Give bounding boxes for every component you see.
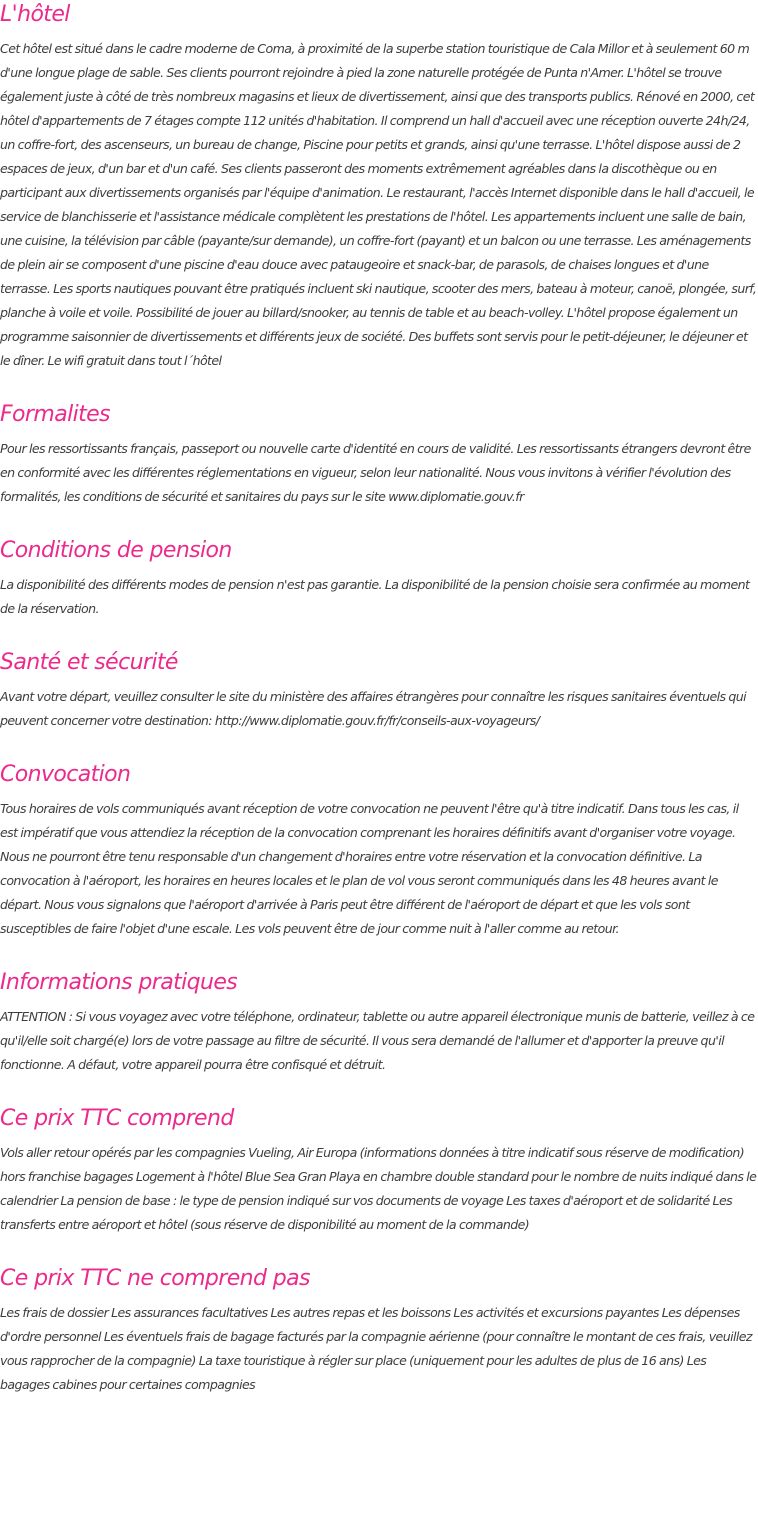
section-conditions-pension	[0, 536, 758, 621]
section-title-conditions-pension: Conditions de pension	[0, 538, 232, 563]
section-formalites	[0, 400, 758, 509]
section-body-prix-comprend: Vols aller retour opérés par les compagnies Vueling, Air Europa (informations données à titre indicatif sous réserve de modification) hors franchise bagages Logement à l'hôtel Blue Sea Gran Playa en chambre double standard pour le nombre de nuits indiqué dans le calendrier La pension de base : le type de pension indiqué sur vos documents de voyage Les taxes d'aéroport et de solidarité Les transferts entre aéroport et hôtel (sous réserve de disponibilité au moment de la commande)	[0, 1145, 757, 1232]
section-informations-pratiques	[0, 968, 758, 1077]
section-body-convocation: Tous horaires de vols communiqués avant réception de votre convocation ne peuvent l'être qu'à titre indicatif. Dans tous les cas, il est impératif que vous attendiez la réception de la convocation comprenant les horaires définitifs avant d'organiser votre voyage. Nous ne pourront être tenu responsable d'un changement d'horaires entre votre réservation et la convocation définitive. La convocation à l'aéroport, les horaires en heures locales et le plan de vol vous seront communiqués dans les 48 heures avant le départ. Nous vous signalons que l'aéroport d'arrivée à Paris peut être différent de l'aéroport de départ et que les vols sont susceptibles de faire l'objet d'une escale. Les vols peuvent être de jour comme nuit à l'aller comme au retour.	[0, 801, 739, 936]
section-body-sante-securite: Avant votre départ, veuillez consulter le site du ministère des affaires étrangères pour connaître les risques sanitaires éventuels qui peuvent concerner votre destination: http://www.diplomatie.gouv.fr/fr/conseils-aux-voyageurs/	[0, 689, 747, 728]
section-title-hotel: L'hôtel	[0, 2, 70, 27]
section-prix-ne-comprend-pas	[0, 1264, 758, 1397]
section-prix-comprend	[0, 1104, 758, 1237]
section-body-informations-pratiques: ATTENTION : Si vous voyagez avec votre téléphone, ordinateur, tablette ou autre appareil électronique munis de batterie, veillez à ce qu'il/elle soit chargé(e) lors de votre passage au filtre de sécurité. Il vous sera demandé de l'allumer et d'apporter la preuve qu'il fonctionne. A défaut, votre appareil pourra être confisqué et détruit.	[0, 1009, 755, 1072]
section-body-formalites: Pour les ressortissants français, passeport ou nouvelle carte d'identité en cours de validité. Les ressortissants étrangers devront être en conformité avec les différentes réglementations en vigueur, selon leur nationalité. Nous vous invitons à vérifier l'évolution des formalités, les conditions de sécurité et sanitaires du pays sur le site www.diplomatie.gouv.fr	[0, 441, 751, 504]
section-body-conditions-pension: La disponibilité des différents modes de pension n'est pas garantie. La disponibilité de la pension choisie sera confirmée au moment de la réservation.	[0, 577, 750, 616]
section-title-prix-comprend: Ce prix TTC comprend	[0, 1106, 234, 1131]
section-title-informations-pratiques: Informations pratiques	[0, 970, 238, 995]
section-title-convocation: Convocation	[0, 762, 131, 787]
section-hotel	[0, 0, 758, 373]
section-title-formalites: Formalites	[0, 402, 110, 427]
section-convocation	[0, 760, 758, 941]
section-body-prix-ne-comprend-pas: Les frais de dossier Les assurances facultatives Les autres repas et les boissons Les activités et excursions payantes Les dépenses d'ordre personnel Les éventuels frais de bagage facturés par la compagnie aérienne (pour connaître le montant de ces frais, veuillez vous rapprocher de la compagnie) La taxe touristique à régler sur place (uniquement pour les adultes de plus de 16 ans) Les bagages cabines pour certaines compagnies	[0, 1305, 752, 1392]
section-title-prix-ne-comprend-pas: Ce prix TTC ne comprend pas	[0, 1266, 310, 1291]
section-sante-securite	[0, 648, 758, 733]
section-title-sante-securite: Santé et sécurité	[0, 650, 178, 675]
section-body-hotel: Cet hôtel est situé dans le cadre moderne de Coma, à proximité de la superbe station touristique de Cala Millor et à seulement 60 m d'une longue plage de sable. Ses clients pourront rejoindre à pied la zone naturelle protégée de Punta n'Amer. L'hôtel se trouve également juste à côté de très nombreux magasins et lieux de divertissement, ainsi que des transports publics. Rénové en 2000, cet hôtel d'appartements de 7 étages compte 112 unités d'habitation. Il comprend un hall d'accueil avec une réception ouverte 24h/24, un coffre-fort, des ascenseurs, un bureau de change, Piscine pour petits et grands, ainsi qu'une terrasse. L'hôtel dispose aussi de 2 espaces de jeux, d'un bar et d'un café. Ses clients passeront des moments extrêmement agréables dans la discothèque ou en participant aux divertissements organisés par l'équipe d'animation. Le restaurant, l'accès Internet disponible dans le hall d'accueil, le service de blanchisserie et l'assistance médicale complètent les prestations de l'hôtel. Les appartements incluent une salle de bain, une cuisine, la télévision par câble (payante/sur demande), un coffre-fort (payant) et un balcon ou une terrasse. Les aménagements de plein air se composent d'une piscine d'eau douce avec pataugeoire et snack-bar, de parasols, de chaises longues et d'une terrasse. Les sports nautiques pouvant être pratiqués incluent ski nautique, scooter des mers, bateau à moteur, canoë, plongée, surf, planche à voile et voile. Possibilité de jouer au billard/snooker, au tennis de table et au beach-volley. L'hôtel propose également un programme saisonnier de divertissements et différents jeux de société. Des buffets sont servis pour le petit-déjeuner, le déjeuner et le dîner. Le wifi gratuit dans tout l´hôtel	[0, 41, 757, 368]
